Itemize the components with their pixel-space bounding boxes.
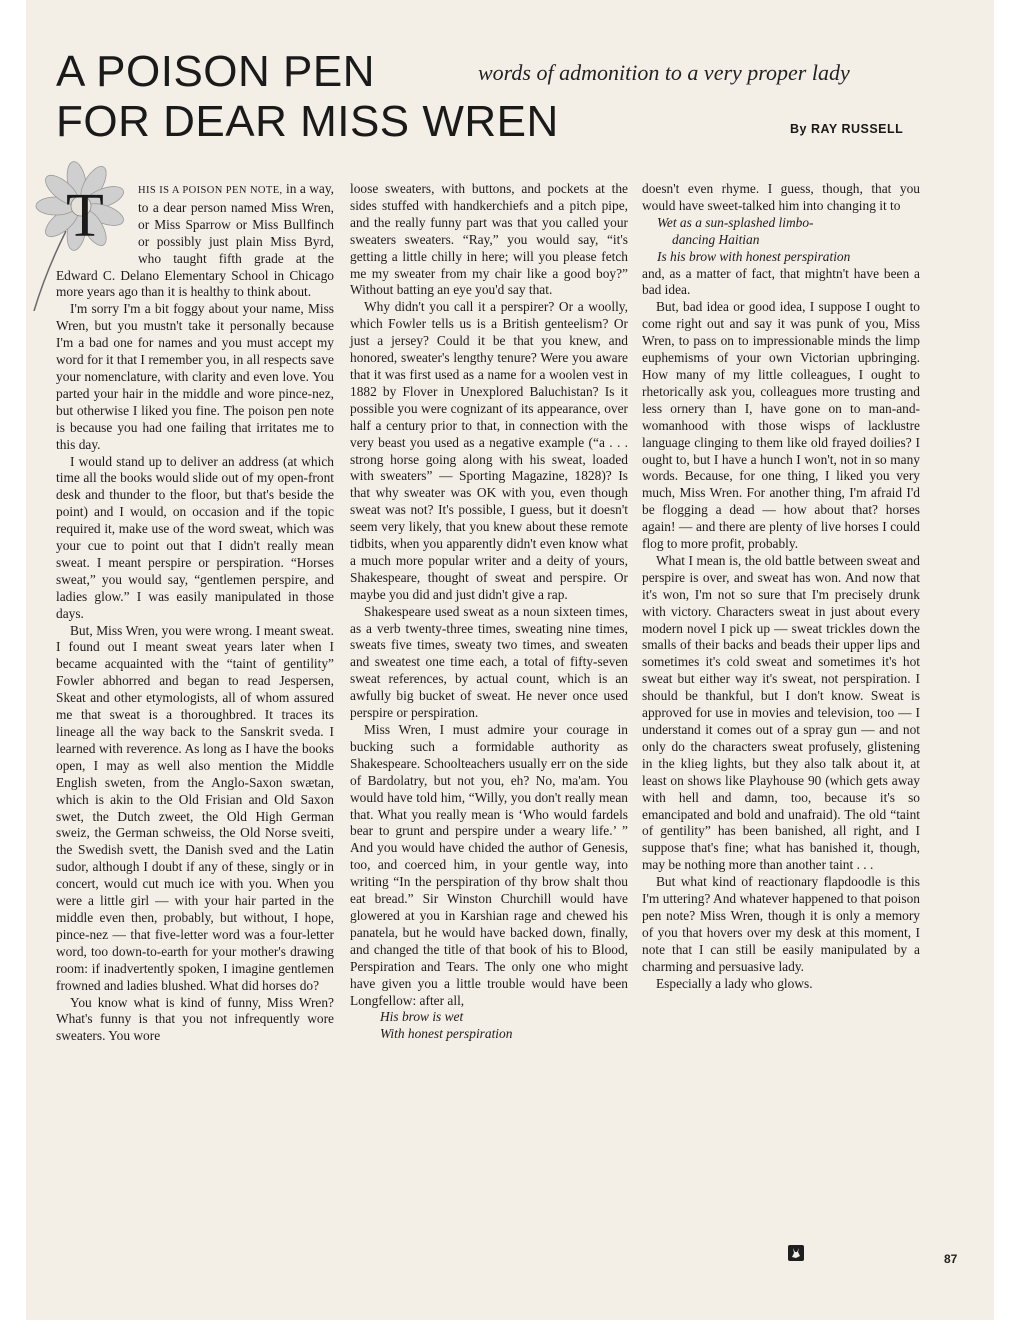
verse-line: With honest perspiration: [380, 1026, 513, 1042]
paragraph: and, as a matter of fact, that mightn't have been a bad idea.: [642, 265, 920, 298]
magazine-page: [26, 0, 994, 1320]
page-number: 87: [944, 1252, 958, 1266]
lead-in-caps: HIS IS A POISON PEN NOTE,: [138, 185, 283, 196]
article-column-2: [350, 181, 628, 1043]
paragraph: Miss Wren, I must admire your courage in bucking such a formidable authority as Shakespeare. Schoolteachers usually err on the side of Bardolatry, but not you, eh? No, ma'am. You would have told him, “Willy, you don't really mean that. What you really mean is ‘Who would fardels bear to grunt and perspire under a weary life.’ ” And you would have chided the author of Genesis, too, and coerced him, in your gentle way, into writing “In the perspiration of thy brow shalt thou eat bread.” Sir Winston Churchill would have glowered at you in Karshian rage and chewed his panatela, but he would have backed down, finally, and changed the title of that book of his to Blood, Perspiration and Tears. The only one who might have given you a little trouble would have been Longfellow: after all,: [350, 722, 628, 1008]
rabbit-head-icon: [788, 1245, 804, 1261]
paragraph: What I mean is, the old battle between sweat and perspire is over, and sweat has won. And now that it's won, I'm not so sure that I'm precisely drunk with victory. Characters sweat in just about every modern novel I pick up — sweat trickles down the smalls of their backs and beads their upper lips and sometimes it's cold sweat and sometimes it's hot sweat but either way it's sweat, not perspiration. I should be thankful, but I don't know. Sweat is approved for use in movies and television, too — I understand it comes out of a spray gun — and not only do the characters sweat profusely, glistening in the klieg lights, but they also talk about it, at least on shows like Playhouse 90 (which gets away with hell and damn, too, because it's so emancipated and bold and unafraid). The old “taint of gentility” has been banished, all right, and I suppose that's fine; what has banished it, though, may be nothing more than another taint . . .: [642, 552, 920, 873]
paragraph: HIS IS A POISON PEN NOTE, in a way, to a dear person named Miss Wren, or Miss Sparrow or Miss Bullfinch or possibly just plain Miss Byrd, who taught fifth grade at the Edward C. Delano Elementary School in Chicago more years ago than it is healthy to think about.: [56, 181, 334, 300]
paragraph: doesn't even rhyme. I guess, though, that you would have sweet-talked him into changing it to: [642, 181, 920, 213]
verse-line: Is his brow with honest perspiration: [657, 248, 851, 264]
paragraph: I would stand up to deliver an address (at which time all the books would slide out of my open-front desk and thunder to the floor, but that's beside the point) and I would, on occasion and if the topic required it, make use of the word sweat, which was your cue to point out that I didn't really mean sweat. I meant perspire or perspiration. “Horses sweat,” you would say, “gentlemen perspire, and ladies glow.” I was easily manipulated in those days.: [56, 453, 334, 621]
title-line-2: FOR DEAR MISS WREN: [56, 97, 559, 146]
verse-line: His brow is wet: [380, 1009, 464, 1025]
paragraph: But, bad idea or good idea, I suppose I ought to come right out and say it was punk of you, Miss Wren, to pass on to impressionable minds the limp euphemisms of your own Victorian upbringing. How many of my little colleagues, I ought to rhetorically ask you, colleagues more trusting and less ornery than I, have gone on to man-and-womanhood with those wisps of lacklustre language clinging to them like old frayed doilies? I ought to, but I have a hunch I won't, not in so many words. Because, for one thing, I liked you very much, Miss Wren. For another thing, I'm afraid I'd be flogging a dead — how about that? horses again! — and there are plenty of live horses I could flog to more profit, probably.: [642, 299, 920, 552]
article-column-3: [642, 181, 920, 993]
title-line-1: A POISON PEN: [56, 47, 375, 96]
paragraph: But what kind of reactionary flapdoodle is this I'm uttering? And whatever happened to that poison pen note? Miss Wren, though it is only a memory of you that hovers over my desk at this moment, I note that I can still be easily manipulated by a charming and persuasive lady.: [642, 874, 920, 974]
paragraph: loose sweaters, with buttons, and pockets at the sides stuffed with handkerchiefs and a pitch pipe, and the really funny part was that you called your sweaters sweaters. “Ray,” you would say, “it's getting a little chilly in here; will you please fetch me my sweater from my chair like a good boy?” Without batting an eye you'd say that.: [350, 181, 628, 298]
paragraph: But, Miss Wren, you were wrong. I meant sweat. I found out I meant sweat years later when I became acquainted with the “taint of gentility” Fowler abhorred and began to read Jespersen, Skeat and other etymologists, all of whom assured me that sweat is a thoroughbred. It traces its lineage all the way back to the Sanskrit sveda. I learned with reverence. As long as I have the books open, I may as well also mention the Middle English sweten, from the Anglo-Saxon swætan, which is akin to the Old Frisian and Old Saxon swet, the Dutch zweet, the Old High German sweiz, the German schweiss, the Old Norse sveiti, the Swedish svett, the Danish sved and the Latin sudor, although I doubt if any of these, singly or in concert, would cut much ice with you. When you were a little girl — with your hair parted in the middle even then, probably, but without, I hope, pince-nez — that five-letter word was a four-letter word, too down-to-earth for your mother's drawing room: if inadvertently spoken, I imagine gentlemen frowned and ladies blushed. What did horses do?: [56, 622, 334, 993]
paragraph: Especially a lady who glows.: [656, 975, 813, 991]
verse-line: Wet as a sun-splashed limbo-: [657, 214, 814, 230]
rabbit-head-icon: [788, 1245, 804, 1261]
byline: By RAY RUSSELL: [790, 122, 904, 136]
article-column-1: [56, 181, 334, 1045]
drop-cap-block: [26, 181, 132, 265]
paragraph: Shakespeare used sweat as a noun sixteen times, as a verb twenty-three times, sweating nine times, sweats five times, sweaty two times, and sweaten and sweatest one time each, a total of fifty-seven sweat references, by actual count, which is an awfully big bucket of sweat. He never once used perspire or perspiration.: [350, 603, 628, 721]
verse-line: dancing Haitian: [672, 231, 760, 247]
paragraph: You know what is kind of funny, Miss Wren? What's funny is that you not infrequently wore sweaters. You wore: [56, 994, 334, 1044]
drop-cap: T: [66, 182, 104, 250]
subtitle: words of admonition to a very proper lady: [478, 60, 850, 85]
paragraph: Why didn't you call it a perspirer? Or a woolly, which Fowler tells us is a British genteelism? Or just a jersey? Could it be that you knew, and honored, sweater's lengthy tenure? Were you aware that it was first used as a name for a woolen vest in 1882 by Flover in Unexplored Baluchistan? Is it possible you were cognizant of its appearance, over half a century prior to that, in connection with the very beast you used as a negative example (“a . . . strong horse going along with his sweat, loaded with sweaters” — Sporting Magazine, 1828)? Is that why sweater was OK with you, even though sweat was not? It's possible, I guess, but it doesn't seem very likely, that you knew about these remote tidbits, when you apparently didn't even know what a much more popular writer and a deity of yours, Shakespeare, thought of sweat and perspire. Or maybe you did and just didn't give a rap.: [350, 299, 628, 602]
paragraph: I'm sorry I'm a bit foggy about your name, Miss Wren, but you mustn't take it personally because I'm a bad one for names and you must accept my word for it that I remember you, in all respects save your nomenclature, with clarity and even love. You parted your hair in the middle and wore pince-nez, but otherwise I liked you fine. The poison pen note is because you had one failing that irritates me to this day.: [56, 301, 334, 452]
